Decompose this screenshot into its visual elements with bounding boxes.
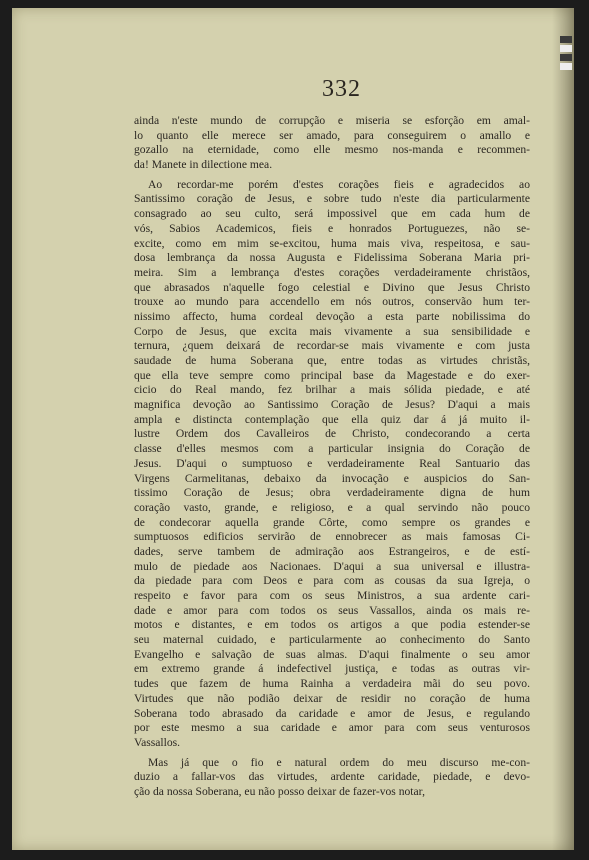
- text-line: tissimo Coração de Jesus; obra verdadeiramente digna de hum: [134, 486, 530, 500]
- text-line: em extremo grande á indefectivel justiça, e todas as outras vir-: [134, 662, 530, 676]
- text-line: duzio a fallar-vos das virtudes, ardente caridade, piedade, e devo-: [134, 770, 530, 784]
- paragraph: [134, 178, 530, 751]
- text-line: cicio do Real mando, fez brilhar a mais sólida piedade, e até: [134, 383, 530, 397]
- text-line: Vassallos.: [134, 735, 181, 749]
- paragraph: [134, 756, 530, 800]
- page-edge-shadow: [552, 8, 574, 850]
- text-line: Virtudes que não podião deixar de residir no coração de huma: [134, 691, 530, 705]
- text-line: Corpo de Jesus, que excita mais vivamente a sua sensibilidade e: [134, 324, 530, 338]
- text-line: magnifica devoção ao Santissimo Coração de Jesus? D'aqui a mais: [134, 398, 530, 412]
- text-line: coração vasto, grande, e religioso, e a qual servindo não pouco: [134, 500, 530, 514]
- text-line: dades, serve tambem de admiração aos Estrangeiros, e de estí-: [134, 544, 530, 558]
- text-line: Evangelho e salvação de suas almas. D'aqui finalmente o seu amor: [134, 647, 530, 661]
- text-line: excite, como em mim se-excitou, huma mais viva, respeitosa, e sau-: [134, 236, 530, 250]
- text-line: sumptuosos edificios servirão de ennobrecer as mais famosas Ci-: [134, 530, 530, 544]
- text-line: mulo de piedade aos Nacionaes. D'aqui a sua universal e illustra-: [134, 559, 530, 573]
- text-line: que abrasados n'aquelle fogo celestial e Divino que Jesus Christo: [134, 280, 530, 294]
- text-line: Soberana todo abrasado da caridade e amor de Jesus, e regulando: [134, 706, 530, 720]
- text-line: tudes que fazem de huma Rainha a verdadeira mãi do seu povo.: [134, 677, 530, 691]
- paragraph: [134, 114, 530, 173]
- text-line: Jesus. D'aqui o sumptuoso e verdadeiramente Real Santuario das: [134, 456, 530, 470]
- color-ruler-strip: [560, 36, 572, 72]
- text-line: dade e amor para com todos os seus Vassallos, ainda os mais re-: [134, 603, 530, 617]
- text-line: ternura, ¿quem deixará de recordar-se mais vivamente e com justa: [134, 339, 530, 353]
- text-line: vós, Sabios Academicos, fieis e honrados Portuguezes, não se-: [134, 221, 530, 235]
- text-line: ainda n'este mundo de corrupção e miseria se esforção em amal-: [134, 114, 530, 127]
- text-line: Virgens Carmelitanas, debaixo da invocação e auspicios do San-: [134, 471, 530, 485]
- text-line: por este mesmo a sua caridade e amor para com seus venturosos: [134, 721, 530, 735]
- text-line: ampla e distincta contemplação que ella quiz dar á já muito il-: [134, 412, 530, 426]
- text-line: Mas já que o fio e natural ordem do meu discurso me-con-: [148, 755, 530, 769]
- text-line: seu maternal cuidado, e particularmente ao conhecimento do Santo: [134, 633, 530, 647]
- text-line: saudade de huma Soberana que, entre todas as virtudes christãs,: [134, 354, 530, 367]
- text-line: Ao recordar-me porém d'estes corações fieis e agradecidos ao: [148, 177, 530, 191]
- text-line: trouxe ao mundo para accendello em nós outros, conservão hum ter-: [134, 295, 530, 309]
- text-line: que ella teve sempre como principal base da Magestade e do exer-: [134, 368, 530, 382]
- text-line: meira. Sim a lembrança d'estes corações verdadeiramente christãos,: [134, 265, 530, 279]
- text-line: motos e distantes, e em todos os artigos a que podia estender-se: [134, 618, 530, 632]
- text-line: lo quanto elle merece ser amado, para conseguirem o amallo e: [134, 128, 530, 142]
- page-number: 332: [322, 76, 361, 102]
- body-text: [134, 114, 530, 800]
- text-line: consagrado ao seu culto, será impossivel que em cada hum de: [134, 207, 530, 221]
- text-line: lustre Ordem dos Cavalleiros de Christo, condecorando a certa: [134, 427, 530, 441]
- text-line: ção da nossa Soberana, eu não posso deixar de fazer-vos notar,: [134, 784, 425, 798]
- text-line: da! Manete in dilectione mea.: [134, 158, 273, 172]
- text-line: gozallo na eternidade, como elle mesmo nos-manda e recommen-: [134, 143, 530, 157]
- text-line: respeito e favor para com os seus Ministros, a sua ardente cari-: [134, 589, 530, 602]
- text-line: classe d'elles mesmos com a particular insignia do Coração de: [134, 442, 530, 456]
- text-line: dosa lembrança da nossa Augusta e Fidelissima Soberana Maria pri-: [134, 251, 530, 265]
- text-line: de condecorar aquella grande Côrte, como sempre os grandes e: [134, 515, 530, 529]
- text-line: da piedade para com Deos e para com as cousas da sua Igreja, o: [134, 574, 530, 588]
- text-line: nissimo affecto, huma cordeal devoção a esta parte nobilissima do: [134, 309, 530, 323]
- text-line: Santissimo coração de Jesus, e sobre tudo n'este dia particularmente: [134, 192, 530, 206]
